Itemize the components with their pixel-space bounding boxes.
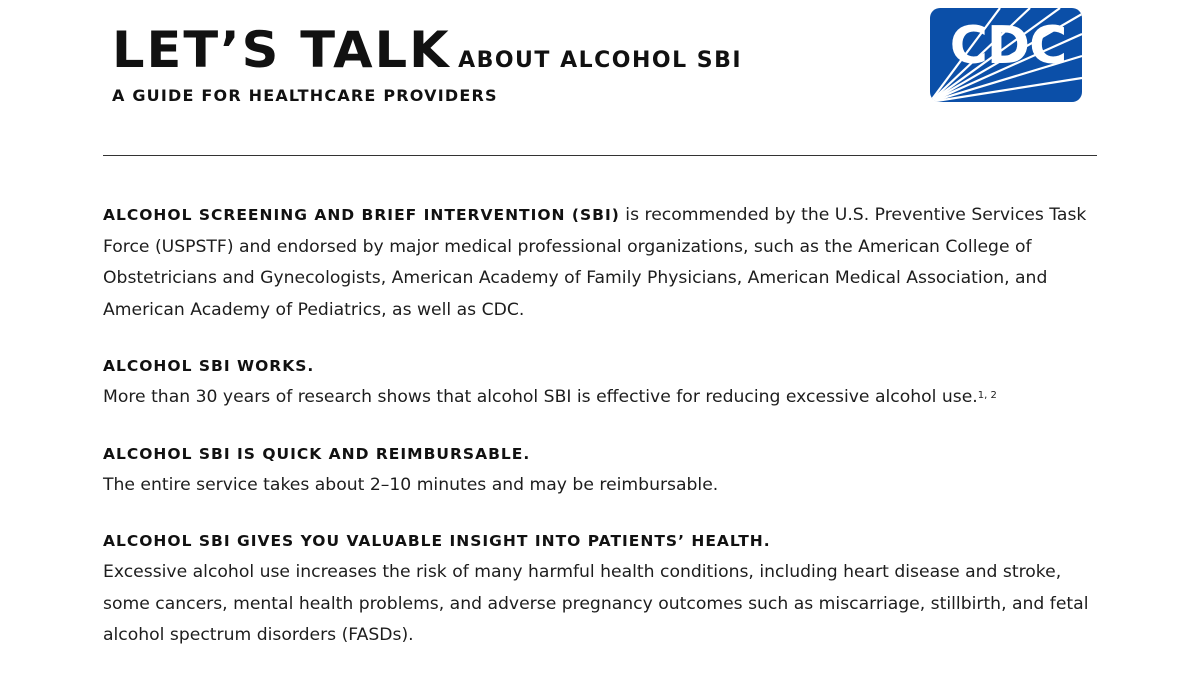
section-paragraph [103,200,1113,326]
cdc-logo [930,8,1082,102]
section-sbi-intro [103,200,1113,326]
footnote-reference: 1, 2 [977,390,997,401]
section-text: The entire service takes about 2–10 minutes and may be reimbursable. [103,474,719,495]
section-heading: ALCOHOL SBI WORKS. [103,357,315,375]
section-text: More than 30 years of research shows that alcohol SBI is effective for reducing excessive alcohol use. [103,387,978,407]
document-subtitle: A GUIDE FOR HEALTHCARE PROVIDERS [112,86,498,105]
section-heading: ALCOHOL SBI IS QUICK AND REIMBURSABLE. [103,444,531,463]
section-heading: ALCOHOL SBI GIVES YOU VALUABLE INSIGHT INTO PATIENTS’ HEALTH. [103,532,771,550]
document-title-suffix: ABOUT ALCOHOL SBI [458,48,743,73]
title-line [112,20,912,80]
section-sbi-works [103,352,1113,414]
document-body [103,200,1113,678]
section-paragraph [103,557,1113,652]
header-divider [103,155,1097,156]
section-sbi-insight [103,527,1113,652]
document-header [112,20,912,105]
cdc-logo-text: CDC [949,16,1067,76]
document-title: LET’S TALK [112,21,451,79]
section-text: is recommended by the U.S. Preventive Services Task Force (USPSTF) and endorsed by major medical professional organizations, such as the American College of Obstetricians and Gynecologists, American Academy of Family Physicians, American Medical Association, and American Academy of Pediatrics, as well as CDC. [103,205,1087,320]
section-paragraph [103,382,1113,414]
section-heading: ALCOHOL SCREENING AND BRIEF INTERVENTION (SBI) [103,206,620,224]
section-text: Excessive alcohol use increases the risk of many harmful health conditions, including heart disease and stroke, some cancers, mental health problems, and adverse pregnancy outcomes such as miscarriage, stillbirth, and fetal alcohol spectrum disorders (FASDs). [103,562,1089,645]
section-sbi-quick [103,440,1113,502]
section-paragraph [103,470,1113,502]
